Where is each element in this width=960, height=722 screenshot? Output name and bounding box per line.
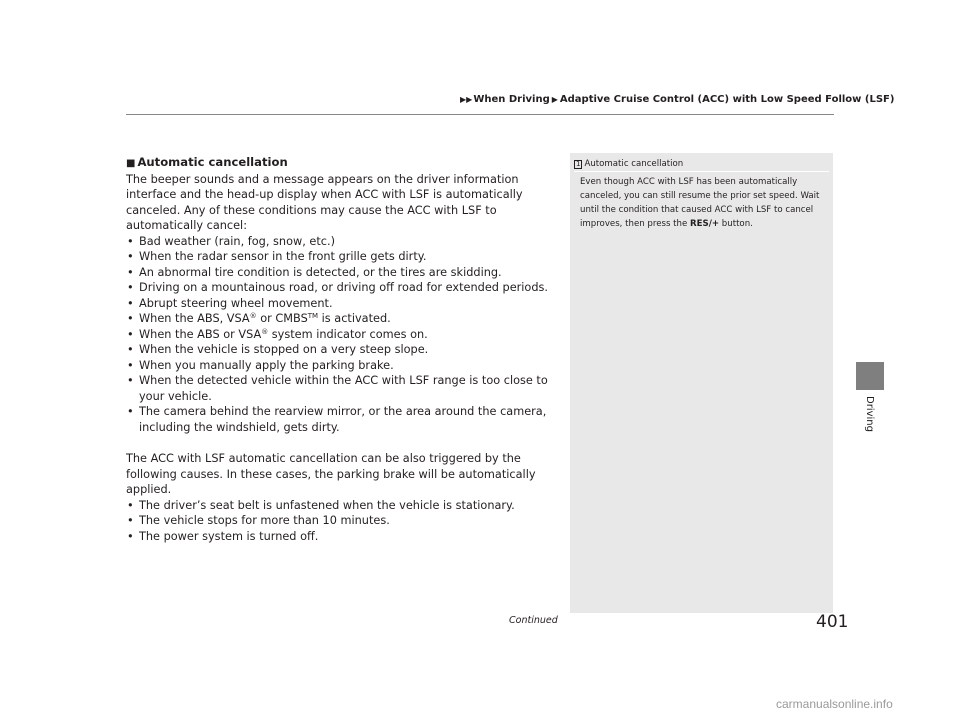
note-divider (574, 171, 829, 172)
list-item: • The driver’s seat belt is unfastened when the vehicle is stationary. (127, 498, 515, 512)
main-content (126, 155, 562, 544)
list-item: • When the radar sensor in the front grille gets dirty. (127, 250, 427, 263)
note-body: Even though ACC with LSF has been automatically canceled, you can still resume the prior set speed. Wait until the condition that caused ACC with LSF to cancel improves, then press the RES/+ button. (580, 177, 820, 229)
list-item: • The vehicle stops for more than 10 minutes. (127, 514, 390, 527)
list-item: • When the ABS or VSA® system indicator comes on. (127, 327, 428, 341)
section-heading: ■ Automatic cancellation (126, 155, 288, 169)
res-button-label: RES/+ (690, 218, 720, 229)
list-item: • The camera behind the rearview mirror, or the area around the camera, including the windshield, gets dirty. (127, 405, 547, 434)
list-item: • The power system is turned off. (127, 529, 319, 543)
header-divider (126, 114, 834, 115)
list-item: • An abnormal tire condition is detected, or the tires are skidding. (127, 265, 502, 279)
arrow-icon: ▶ (551, 95, 558, 104)
square-bullet-icon: ■ (126, 158, 136, 169)
continued-label: Continued (509, 615, 558, 626)
cancel-conditions-list (126, 234, 562, 436)
list-item: • When the ABS, VSA® or CMBS™ is activated. (127, 312, 391, 325)
list-item: • Bad weather (rain, fog, snow, etc.) (127, 234, 335, 248)
list-item: • When you manually apply the parking brake. (127, 358, 394, 372)
note-marker-icon: 1 (576, 160, 581, 168)
arrow-icon: ▶▶ (460, 95, 473, 104)
breadcrumb-section[interactable]: When Driving (473, 94, 550, 105)
intro-paragraph: The beeper sounds and a message appears on the driver information interface and the head-up display when ACC with LSF is automatically canceled. Any of these conditions may cause the ACC with LSF to automatically cancel: (126, 172, 523, 232)
chapter-tab[interactable] (856, 362, 884, 390)
breadcrumb (460, 94, 894, 105)
page-number: 401 (816, 612, 849, 632)
note-title: 1 Automatic cancellation (576, 159, 684, 169)
list-item: • Driving on a mountainous road, or driving off road for extended periods. (127, 281, 548, 294)
list-item: • Abrupt steering wheel movement. (127, 296, 333, 310)
secondary-paragraph: The ACC with LSF automatic cancellation can be also triggered by the following causes. In these cases, the parking brake will be automatically applied. (126, 452, 536, 496)
chapter-label: Driving (864, 396, 875, 432)
breadcrumb-topic[interactable]: Adaptive Cruise Control (ACC) with Low Speed Follow (LSF) (559, 94, 895, 105)
sidebar-note (570, 153, 833, 613)
brake-conditions-list (126, 498, 562, 545)
watermark: carmanualsonline.info (776, 697, 893, 711)
list-item: • When the detected vehicle within the ACC with LSF range is too close to your vehicle. (127, 374, 548, 403)
list-item: • When the vehicle is stopped on a very steep slope. (127, 343, 429, 356)
